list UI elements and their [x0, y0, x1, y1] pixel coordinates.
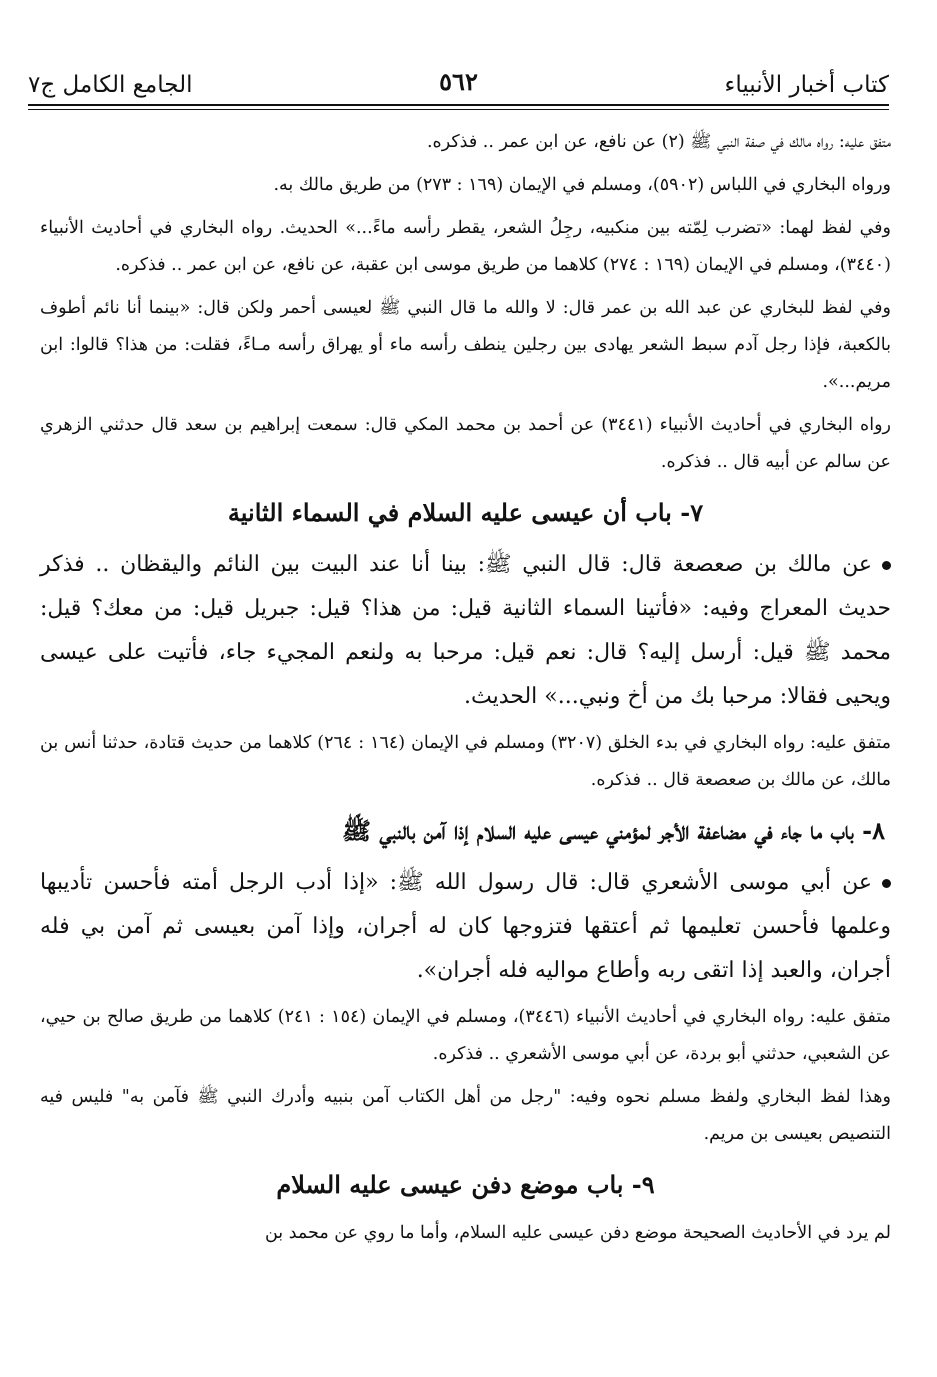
chapter-heading-7: ٧- باب أن عيسى عليه السلام في السماء الثانية	[227, 498, 704, 527]
bullet-icon	[882, 879, 891, 888]
chapter-heading-9: ٩- باب موضع دفن عيسى عليه السلام	[276, 1170, 655, 1199]
footnote-paragraph: رواه البخاري في أحاديث الأنبياء (٣٤٤١) عن أحمد بن محمد المكي قال: سمعت إبراهيم بن سعد قال حدثني الزهري عن سالم عن أبيه قال .. فذكره.	[40, 415, 891, 472]
hadith-text: عن مالك بن صعصعة قال: قال النبي ﷺ: بينا أنا عند البيت بين النائم واليقظان .. فذكر حديث المعراج وفيه: «فأتينا السماء الثانية قيل: من هذا؟ قيل: جبريل قيل: من معك؟ قيل: محمد ﷺ قيل: أرسل إليه؟ قال: نعم قيل: مرحبا به ولنعم المجيء جاء، فأتيت على عيسى ويحيى فقالا: مرحبا بك من أخ ونبي...» الحديث.	[40, 552, 891, 709]
hadith-paragraph	[40, 861, 891, 993]
footnote-paragraph: وفي لفظ للبخاري عن عبد الله بن عمر قال: لا والله ما قال النبي ﷺ لعيسى أحمر ولكن قال: «بينما أنا نائم أطوف بالكعبة، فإذا رجل آدم سبط الشعر يهادى بين رجلين ينطف رأسه ماء أو يهراق رأسه مـاءً، فقلت: من هذا؟ قالوا: ابن مريم...».	[40, 298, 891, 392]
hadith-paragraph	[40, 543, 891, 719]
footnote-paragraph: متفق عليه: رواه البخاري في بدء الخلق (٣٢٠٧) ومسلم في الإيمان (١٦٤ : ٢٦٤) كلاهما من حديث قتادة، حدثنا أنس بن مالك، عن مالك بن صعصعة قال .. فذكره.	[40, 733, 891, 790]
footnote-paragraph: ورواه البخاري في اللباس (٥٩٠٢)، ومسلم في الإيمان (١٦٩ : ٢٧٣) من طريق مالك به.	[273, 175, 891, 195]
bullet-icon	[882, 561, 891, 570]
body-paragraph: لم يرد في الأحاديث الصحيحة موضع دفن عيسى عليه السلام، وأما ما روي عن محمد بن	[264, 1223, 891, 1243]
chapter-heading-8: ٨- باب ما جاء في مضاعفة الأجر لمؤمني عيسى عليه السلام إذا آمن بالنبي ﷺ	[342, 816, 885, 845]
footnote-paragraph: متفق عليه: رواه البخاري في أحاديث الأنبياء (٣٤٤٦)، ومسلم في الإيمان (١٥٤ : ٢٤١) كلاهما من طريق صالح بن حيي، عن الشعبي، حدثني أبو بردة، عن أبي موسى الأشعري .. فذكره.	[40, 1007, 892, 1064]
running-header	[28, 52, 889, 98]
page-body	[40, 124, 891, 1252]
footnote-paragraph: وهذا لفظ البخاري ولفظ مسلم نحوه وفيه: "رجل من أهل الكتاب آمن بنبيه وأدرك النبي ﷺ فآمن به" فليس فيه التنصيص بعيسى بن مريم.	[40, 1087, 891, 1144]
footnote-paragraph: وفي لفظ لهما: «تضرب لِمّته بين منكبيه، رجِلُ الشعر، يقطر رأسه ماءً...» الحديث. رواه البخاري في أحاديث الأنبياء (٣٤٤٠)، ومسلم في الإيمان (١٦٩ : ٢٧٤) كلاهما من طريق موسى ابن عقبة، عن نافع، عن ابن عمر .. فذكره.	[40, 218, 891, 275]
header-rule-thick	[28, 104, 889, 106]
header-rule-thin	[28, 109, 889, 110]
footnote-paragraph: متفق عليه: رواه مالك في صفة النبي ﷺ (٢) عن نافع، عن ابن عمر .. فذكره.	[426, 132, 891, 152]
hadith-text: عن أبي موسى الأشعري قال: قال رسول الله ﷺ: «إذا أدب الرجل أمته فأحسن تأديبها وعلمها فأحسن تعليمها ثم أعتقها فتزوجها كان له أجران، وإذا آمن بعيسى ثم آمن بي فله أجران، والعبد إذا اتقى ربه وأطاع مواليه فله أجران».	[40, 870, 891, 983]
page-number: ٥٦٢	[439, 67, 478, 96]
header-volume-title: الجامع الكامل ج٧	[28, 72, 193, 98]
header-book-title: كتاب أخبار الأنبياء	[724, 72, 889, 98]
